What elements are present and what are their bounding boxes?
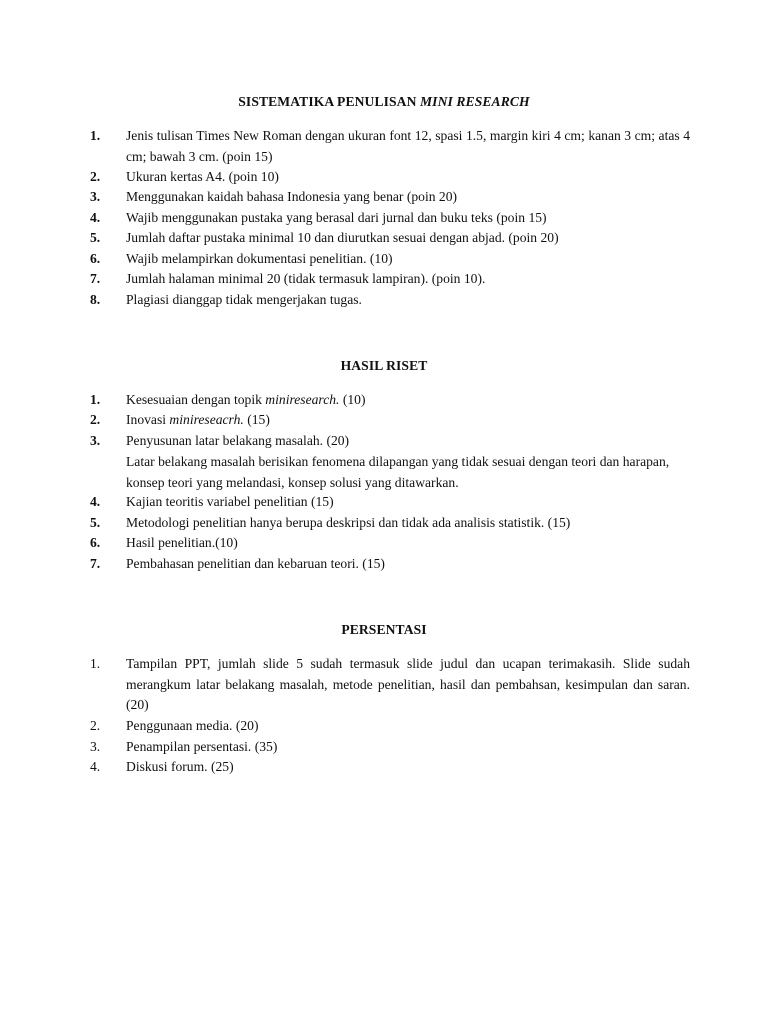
title-italic-text: MINI RESEARCH [420,94,530,109]
item-number: 4. [90,759,101,774]
item-text: Diskusi forum. (25) [126,759,234,774]
item-number: 1. [90,128,101,143]
list-item [90,431,690,452]
item-text: Penampilan persentasi. (35) [126,739,278,754]
item-text-plain: Inovasi [126,412,170,427]
item-number: 1. [90,656,101,671]
item-text: Menggunakan kaidah bahasa Indonesia yang benar (poin 20) [126,189,458,204]
item-text: Penggunaan media. (20) [126,718,259,733]
item-number: 3. [90,189,101,204]
list-item [90,757,690,778]
item-text-italic: miniresearch. [265,392,340,407]
item-note: Latar belakang masalah berisikan fenomena dilapangan yang tidak sesuai dengan teori dan harapan, konsep teori yang melandasi, konsep solusi yang ditawarkan. [126,454,670,490]
list-item [90,492,690,513]
list-item [90,654,690,716]
item-number: 6. [90,535,101,550]
item-number: 7. [90,271,101,286]
list-item [90,410,690,431]
item-number: 2. [90,718,101,733]
section-title-hasil-riset: HASIL RISET [340,358,428,373]
item-text: Wajib melampirkan dokumentasi penelitian. (10) [126,251,393,266]
item-text: Metodologi penelitian hanya berupa deskripsi dan tidak ada analisis statistik. (15) [126,515,571,530]
item-number: 8. [90,292,101,307]
item-text: Kajian teoritis variabel penelitian (15) [126,494,334,509]
item-number: 3. [90,739,101,754]
item-text: Penyusunan latar belakang masalah. (20) [126,433,350,448]
item-text: Ukuran kertas A4. (poin 10) [126,169,279,184]
item-text: Plagiasi dianggap tidak mengerjakan tugas. [126,292,362,307]
item-number: 5. [90,515,101,530]
item-text [126,410,690,431]
item-number: 4. [90,210,101,225]
item-number: 1. [90,392,101,407]
list-item [90,228,690,249]
title-text: SISTEMATIKA PENULISAN [238,94,420,109]
item-number: 5. [90,230,101,245]
section-title-persentasi: PERSENTASI [341,622,427,637]
list-item [90,269,690,290]
item-number: 2. [90,412,101,427]
item-number: 4. [90,494,101,509]
section-title-sistematika [0,94,768,110]
list-item [90,167,690,188]
item-text: Jumlah daftar pustaka minimal 10 dan diurutkan sesuai dengan abjad. (poin 20) [126,230,559,245]
list-item [90,208,690,229]
item-number: 7. [90,556,101,571]
item-text: Tampilan PPT, jumlah slide 5 sudah termasuk slide judul dan ucapan terimakasih. Slide sudah merangkum latar belakang masalah, metode penelitian, hasil dan pembahsan, kesimpulan dan saran. (20) [126,656,690,712]
list-item [90,290,690,311]
list-item [90,390,690,411]
list-item [90,737,690,758]
list-item [90,513,690,534]
item-number: 3. [90,433,101,448]
item-text: Hasil penelitian.(10) [126,535,238,550]
item-text: Wajib menggunakan pustaka yang berasal dari jurnal dan buku teks (poin 15) [126,210,547,225]
item-text [126,390,690,411]
list-item [90,716,690,737]
item-text-plain: Kesesuaian dengan topik [126,392,266,407]
item-text: Pembahasan penelitian dan kebaruan teori. (15) [126,556,385,571]
item-text-points: (15) [243,412,270,427]
list-item [90,533,690,554]
list-item [90,249,690,270]
item-text-points: (10) [339,392,366,407]
list-item [90,554,690,575]
item-number: 2. [90,169,101,184]
list-item [90,126,690,167]
item-text: Jenis tulisan Times New Roman dengan ukuran font 12, spasi 1.5, margin kiri 4 cm; kanan 3 cm; atas 4 cm; bawah 3 cm. (poin 15) [126,128,690,164]
list-item [90,187,690,208]
item-text: Jumlah halaman minimal 20 (tidak termasuk lampiran). (poin 10). [126,271,486,286]
item-text-italic: minireseacrh. [169,412,244,427]
item-number: 6. [90,251,101,266]
